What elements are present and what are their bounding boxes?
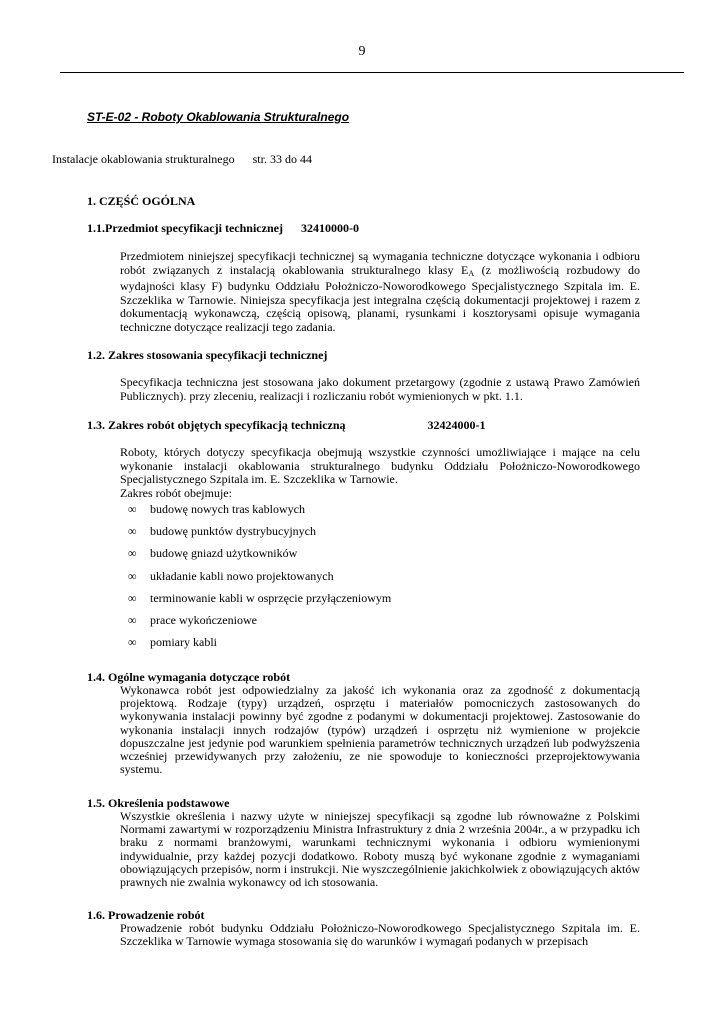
header-rule: [60, 72, 684, 73]
section-1-6-heading: 1.6. Prowadzenie robót: [87, 908, 205, 922]
bullet-icon: ∞: [128, 502, 137, 516]
section-1-2-heading: 1.2. Zakres stosowania specyfikacji technicznej: [87, 348, 328, 362]
section-1-5-text: Wszystkie określenia i nazwy użyte w niniejszej specyfikacji są zgodne lub równoważne z Polskimi Normami zawartymi w rozporządzeniu Ministra Infrastruktury z dnia 2 września 2004r., a w przypadku ich braku z normami branżowymi, warunkami technicznymi wykonania i odbioru wymienionymi indywidualnie, przy każdej pozycji dodatkowo. Roboty muszą być wykonane zgodnie z wymaganiami obowiązujących przepisów, norm i instrukcji. Nie wyszczególnienie jakichkolwiek z obowiązujących aktów prawnych nie zwalnia wykonawcy od ich stosowania.: [120, 809, 640, 890]
list-item: ∞ terminowanie kabli w osprzęcie przyłączeniowym: [128, 590, 392, 605]
section-1-3-title: 1.3. Zakres robót objętych specyfikacją techniczną: [87, 418, 346, 432]
scope-label: Zakres robót obejmuje:: [120, 486, 232, 500]
list-item: ∞ budowę punktów dystrybucyjnych: [128, 524, 316, 539]
bullet-icon: ∞: [128, 524, 137, 539]
section-1-6-text: Prowadzenie robót budynku Oddziału Położniczo-Noworodkowego Specjalistycznego Szpitala im. E. Szczeklika w Tarnowie wymaga stosowania się do warunków i wymagań podanych w przepisach: [120, 921, 640, 949]
bullet-icon: ∞: [128, 590, 137, 605]
bullet-icon: ∞: [128, 612, 137, 627]
class-subscript: A: [468, 268, 475, 278]
section-1-1-title: 1.1.Przedmiot specyfikacji technicznej: [87, 221, 283, 235]
list-item: ∞ pomiary kabli: [128, 635, 217, 650]
section-1-1-text: [120, 250, 640, 335]
section-1-1-text-a: Przedmiotem niniejszej specyfikacji technicznej są wymagania techniczne dotyczące wykonania i odbioru robót związanych z instalacją okablowania strukturalnego klasy E: [120, 249, 640, 277]
bullet-icon: ∞: [128, 568, 137, 583]
page-number: 9: [358, 44, 366, 59]
list-item: ∞ budowę nowych tras kablowych: [128, 502, 305, 516]
installation-line: [52, 152, 312, 167]
section-1-4-text: Wykonawca robót jest odpowiedzialny za jakość ich wykonania oraz za zgodność z dokumentacją projektową. Rodzaje (typy) urządzeń, osprzętu i materiałów pomocniczych zastosowanych do wykonywania instalacji powinny być zgodne z podanymi w dokumentacji projektowej. Zastosowanie do wykonania instalacji innych rodzajów (typów) urządzeń i osprzętu niż wymienione w projekcie dopuszczalne jest jedynie pod warunkiem spełnienia parametrów technicznych urządzeń lub podwyższenia wcześniej przewidywanych przy założeniu, ze nie spowoduje to konieczności przeprojektowywania systemu.: [120, 683, 640, 777]
installation-label: Instalacje okablowania strukturalnego: [52, 152, 235, 166]
section-1-4-heading: 1.4. Ogólne wymagania dotyczące robót: [87, 670, 291, 684]
scope-list: [128, 502, 391, 657]
section-1-3-code: 32424000-1: [427, 418, 486, 432]
section-1-1-heading: [87, 221, 359, 236]
section-1-1-text-b: (z możliwością rozbudowy do wydajności klasy F) budynku Oddziału Położniczo-Noworodkowego Specjalistycznego Szpitala im. E. Szczeklika w Tarnowie. Niniejsza specyfikacja jest integralna częścią dokumentacji projektowej i razem z dokumentacją wykonawczą, częścią opisową, planami, rysunkami i kosztorysami opisuje wymagania techniczne dotyczące realizacji tego zadania.: [120, 262, 641, 334]
installation-pages: str. 33 do 44: [252, 152, 312, 166]
section-1-3-heading: [87, 418, 486, 433]
section-1-1-code: 32410000-0: [300, 221, 359, 235]
section-1-heading: 1. CZĘŚĆ OGÓLNA: [87, 194, 196, 208]
list-item: ∞ budowę gniazd użytkowników: [128, 546, 298, 561]
bullet-icon: ∞: [128, 635, 137, 650]
bullet-icon: ∞: [128, 546, 137, 561]
spec-title: ST-E-02 - Roboty Okablowania Strukturalnego: [87, 110, 350, 124]
section-1-2-text: Specyfikacja techniczna jest stosowana jako dokument przetargowy (zgodnie z ustawą Prawo Zamówień Publicznych). przy zleceniu, realizacji i rozliczaniu robót wymienionych w pkt. 1.1.: [120, 375, 640, 403]
list-item: ∞ układanie kabli nowo projektowanych: [128, 568, 334, 583]
section-1-5-heading: 1.5. Określenia podstawowe: [87, 796, 230, 810]
list-item: ∞ prace wykończeniowe: [128, 612, 257, 627]
section-1-3-text: Roboty, których dotyczy specyfikacja obejmują wszystkie czynności umożliwiające i mające na celu wykonanie instalacji okablowania strukturalnego budynku Oddziału Położniczo-Noworodkowego Specjalistycznego Szpitala im. E. Szczeklika w Tarnowie.: [120, 445, 640, 487]
